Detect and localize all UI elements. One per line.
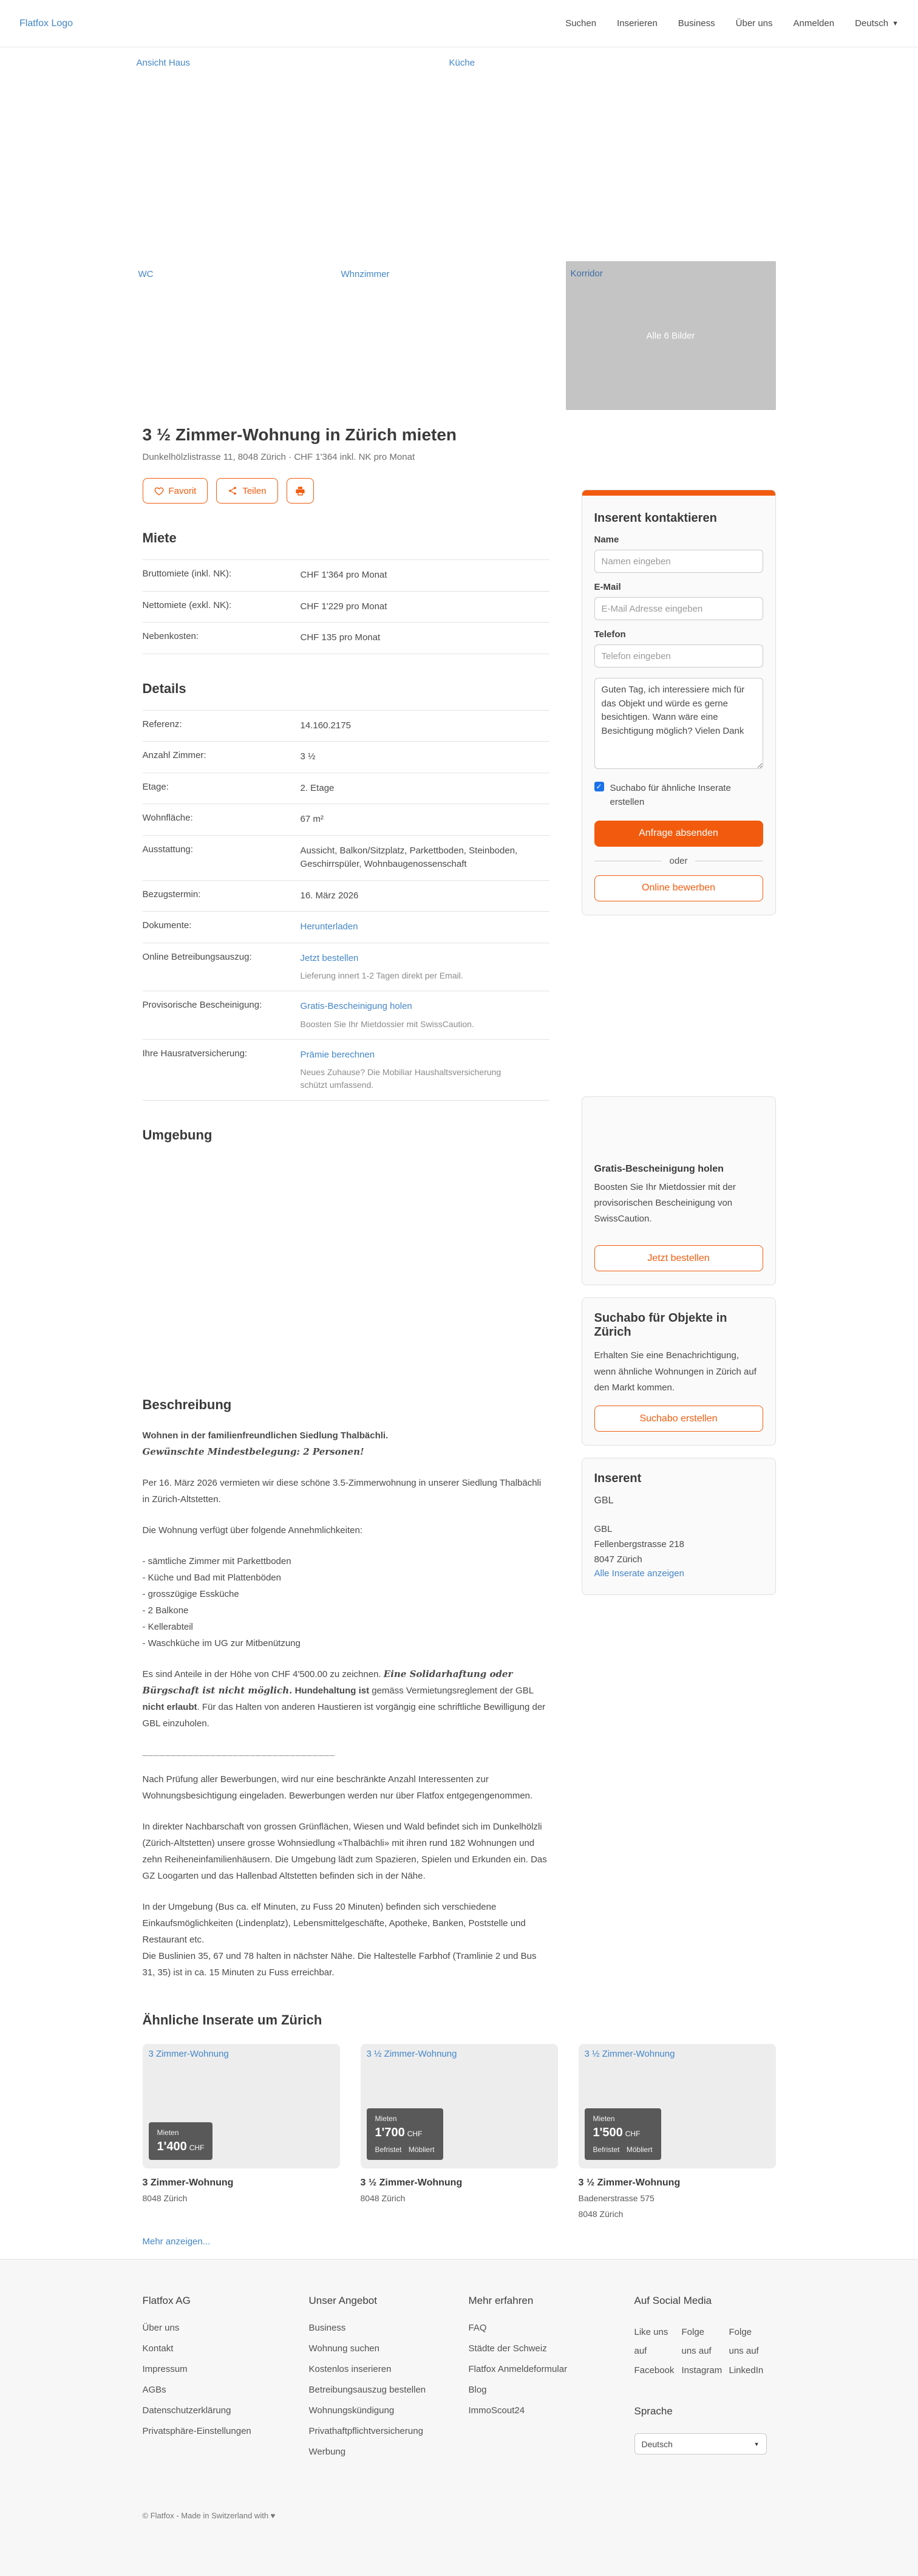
nav-suchen[interactable]: Suchen bbox=[565, 18, 597, 29]
price-badge: Mieten 1'400 CHF bbox=[149, 2122, 213, 2160]
row-value: 16. März 2026 bbox=[300, 890, 359, 901]
description-intro-bold: Wohnen in der familienfreundlichen Siedlung Thalbächli. bbox=[142, 1430, 389, 1441]
footer-col-title: Mehr erfahren bbox=[468, 2294, 534, 2306]
row-subtext: Lieferung innert 1-2 Tagen direkt per Email. bbox=[300, 971, 463, 980]
description-paragraph: Es sind Anteile in der Höhe von CHF 4'500.00 zu zeichnen. Eine Solidarhaftung oder Bürgschaft ist nicht möglich. Hundehaltung ist gemäss Vermietungsreglement der GBL nicht erlaubt. Für das Halten von anderen Haustieren ist vorgängig eine schriftliche Bewilligung der GBL einzuholen. bbox=[142, 1669, 546, 1729]
language-select[interactable] bbox=[634, 2433, 767, 2455]
email-field[interactable] bbox=[594, 597, 763, 620]
table-row bbox=[143, 592, 549, 623]
footer-link-faq[interactable]: FAQ bbox=[468, 2322, 487, 2333]
suchabo-checkbox-label: Suchabo für ähnliche Inserate erstellen bbox=[610, 783, 731, 808]
listing-card[interactable] bbox=[143, 2044, 340, 2221]
share-icon bbox=[228, 486, 237, 496]
flatfox-logo[interactable]: Flatfox Logo bbox=[19, 18, 73, 29]
nav-business[interactable]: Business bbox=[678, 18, 715, 29]
listing-card-alt-link[interactable]: 3 ½ Zimmer-Wohnung bbox=[584, 2049, 675, 2059]
listing-card-image bbox=[143, 2044, 340, 2168]
row-value: 14.160.2175 bbox=[300, 720, 351, 731]
name-field[interactable] bbox=[594, 550, 763, 573]
table-row bbox=[143, 711, 549, 742]
footer-link-wohnungskuendigung[interactable]: Wohnungskündigung bbox=[308, 2405, 395, 2416]
row-label: Ausstattung: bbox=[142, 844, 193, 855]
contact-card-accent-bar bbox=[582, 490, 775, 496]
teilen-button[interactable] bbox=[216, 478, 277, 504]
amenity-item: - grosszügige Essküche bbox=[142, 1589, 239, 1599]
footer-col-title: Unser Angebot bbox=[308, 2294, 377, 2306]
email-label: E-Mail bbox=[594, 582, 621, 592]
table-row bbox=[143, 912, 549, 943]
nav-anmelden[interactable]: Anmelden bbox=[793, 18, 835, 29]
teilen-label: Teilen bbox=[242, 485, 267, 496]
row-subtext: Neues Zuhause? Die Mobiliar Haushaltsversicherung schützt umfassend. bbox=[300, 1067, 501, 1090]
amenity-item: - Kellerabteil bbox=[142, 1622, 193, 1632]
footer-link-staedte[interactable]: Städte der Schweiz bbox=[468, 2343, 547, 2354]
instagram-link[interactable]: Folge uns auf Instagram bbox=[681, 2326, 722, 2376]
footer bbox=[0, 2259, 918, 2576]
gallery-photo-ansicht-haus[interactable]: Ansicht Haus bbox=[136, 58, 190, 68]
printer-icon bbox=[295, 486, 305, 496]
favorit-label: Favorit bbox=[168, 485, 197, 496]
badge-tags: Befristet Möbliert bbox=[593, 2145, 653, 2154]
row-label: Anzahl Zimmer: bbox=[142, 750, 206, 760]
print-button[interactable] bbox=[287, 478, 314, 504]
footer-link-kontakt[interactable]: Kontakt bbox=[142, 2343, 174, 2354]
language-dropdown[interactable] bbox=[855, 18, 899, 29]
footer-link-agbs[interactable]: AGBs bbox=[142, 2384, 166, 2395]
description-paragraph: Die Wohnung verfügt über folgende Annehmlichkeiten: bbox=[142, 1525, 362, 1536]
anfrage-absenden-button[interactable]: Anfrage absenden bbox=[594, 821, 763, 847]
contact-heading: Inserent kontaktieren bbox=[594, 511, 717, 525]
footer-link-privathaftpflicht[interactable]: Privathaftpflichtversicherung bbox=[308, 2425, 423, 2436]
checkbox-checked-icon[interactable]: ✓ bbox=[594, 782, 604, 791]
footer-col-unser-angebot bbox=[309, 2295, 469, 2467]
listing-card-address: 8048 Zürich bbox=[142, 2193, 188, 2203]
footer-link-privatsphaere[interactable]: Privatsphäre-Einstellungen bbox=[142, 2425, 251, 2436]
table-row bbox=[143, 1040, 549, 1101]
message-field[interactable] bbox=[594, 678, 763, 769]
listing-card-address: Badenerstrasse 575 bbox=[578, 2193, 654, 2203]
suchabo-card bbox=[582, 1297, 776, 1446]
footer-col-title: Auf Social Media bbox=[634, 2294, 712, 2306]
listing-card[interactable] bbox=[361, 2044, 558, 2221]
praemie-berechnen-link[interactable]: Prämie berechnen bbox=[300, 1049, 375, 1060]
language-selected-value: Deutsch bbox=[641, 2439, 673, 2449]
footer-col-flatfox-ag bbox=[143, 2295, 309, 2467]
footer-link-anmeldeformular[interactable]: Flatfox Anmeldeformular bbox=[468, 2363, 568, 2374]
amenity-item: - Küche und Bad mit Plattenböden bbox=[142, 1573, 281, 1583]
suchabo-text: Erhalten Sie eine Benachrichtigung, wenn ähnliche Wohnungen in Zürich auf den Markt kommen. bbox=[594, 1350, 756, 1393]
miete-table bbox=[143, 559, 549, 654]
all-photos-label: Alle 6 Bilder bbox=[646, 330, 695, 341]
amenity-item: - sämtliche Zimmer mit Parkettboden bbox=[142, 1556, 291, 1566]
favorit-button[interactable] bbox=[143, 478, 208, 504]
listing-card[interactable] bbox=[579, 2044, 776, 2221]
row-label: Etage: bbox=[142, 781, 169, 792]
description-paragraph: Nach Prüfung aller Bewerbungen, wird nur eine beschränkte Anzahl Interessenten zur Wohnungsbesichtigung eingeladen. Bewerbungen werden nur über Flatfox entgegengenommen. bbox=[142, 1774, 533, 1801]
social-links bbox=[634, 2323, 776, 2380]
description-paragraph bbox=[143, 1427, 549, 1460]
copyright-text: © Flatfox - Made in Switzerland with ♥ bbox=[142, 2510, 276, 2520]
footer-link-impressum[interactable]: Impressum bbox=[142, 2363, 188, 2374]
badge-tags: Befristet Möbliert bbox=[375, 2145, 435, 2154]
description-intro-italic: Gewünschte Mindestbelegung: 2 Personen! bbox=[142, 1446, 364, 1457]
row-label: Referenz: bbox=[142, 719, 182, 729]
row-label: Ihre Hausratversicherung: bbox=[142, 1048, 248, 1059]
listing-card-alt-link[interactable]: 3 Zimmer-Wohnung bbox=[148, 2049, 229, 2059]
price-badge: Mieten 1'700 CHF Befristet Möbliert bbox=[367, 2108, 443, 2160]
select-caret-icon: ▼ bbox=[753, 2441, 760, 2447]
footer-col-title: Flatfox AG bbox=[142, 2294, 191, 2306]
row-label: Dokumente: bbox=[142, 920, 192, 931]
main-nav bbox=[565, 18, 899, 29]
description-emphasis: Eine Solidarhaftung oder Bürgschaft ist nicht möglich. bbox=[142, 1669, 513, 1696]
sprache-label: Sprache bbox=[634, 2405, 673, 2417]
listing-card-title: 3 ½ Zimmer-Wohnung bbox=[578, 2178, 681, 2188]
footer-link-blog[interactable]: Blog bbox=[468, 2384, 487, 2395]
header bbox=[0, 0, 918, 47]
description-paragraph: Per 16. März 2026 vermieten wir diese schöne 3.5-Zimmerwohnung in unserer Siedlung Thalbächli in Zürich-Altstetten. bbox=[142, 1478, 542, 1505]
footer-link-werbung[interactable]: Werbung bbox=[308, 2446, 346, 2457]
description-paragraph: In der Umgebung (Bus ca. elf Minuten, zu Fuss 20 Minuten) befinden sich verschiedene Einkaufsmöglichkeiten (Lindenplatz), Lebensmittelgeschäfte, Apotheke, Banken, Poststelle und Restaurant etc. Die Buslinien 35, 67 und 78 halten in nächster Nähe. Die Haltestelle Farbhof (Tramlinie 2 und Bus 31, 35) ist in ca. 15 Minuten zu Fuss erreichbar. bbox=[142, 1902, 537, 1978]
inserent-address-line: Fellenbergstrasse 218 bbox=[594, 1539, 684, 1549]
details-table bbox=[143, 710, 549, 1101]
suchabo-title: Suchabo für Objekte in Zürich bbox=[594, 1311, 727, 1339]
table-row bbox=[143, 773, 549, 805]
row-label: Bruttomiete (inkl. NK): bbox=[142, 569, 232, 579]
footer-col-mehr-erfahren bbox=[469, 2295, 634, 2467]
swisscaution-card bbox=[582, 1096, 776, 1286]
inserent-address-line: 8047 Zürich bbox=[594, 1554, 642, 1565]
row-subtext: Boosten Sie Ihr Mietdossier mit SwissCaution. bbox=[300, 1019, 474, 1029]
similar-heading: Ähnliche Inserate um Zürich bbox=[142, 2012, 322, 2028]
beschreibung-section bbox=[143, 1397, 549, 1981]
umgebung-heading: Umgebung bbox=[142, 1127, 212, 1143]
listing-card-image bbox=[361, 2044, 558, 2168]
heart-icon bbox=[154, 487, 164, 496]
footer-link-wohnung-suchen[interactable]: Wohnung suchen bbox=[308, 2343, 379, 2354]
footer-link-immoscout24[interactable]: ImmoScout24 bbox=[468, 2405, 525, 2416]
suchabo-erstellen-button[interactable]: Suchabo erstellen bbox=[594, 1406, 763, 1432]
inserent-address-line: GBL bbox=[594, 1524, 613, 1534]
table-row bbox=[143, 804, 549, 836]
footer-link-business[interactable]: Business bbox=[308, 2322, 346, 2333]
gallery-photo-wc[interactable]: WC bbox=[138, 269, 154, 279]
listing-subtitle: Dunkelhölzlistrasse 11, 8048 Zürich · CHF 1'364 inkl. NK pro Monat bbox=[142, 452, 415, 462]
footer-link-betreibungsauszug[interactable]: Betreibungsauszug bestellen bbox=[308, 2384, 426, 2395]
footer-link-kostenlos-inserieren[interactable]: Kostenlos inserieren bbox=[308, 2363, 392, 2374]
umgebung-section bbox=[143, 1127, 549, 1370]
price-badge: Mieten 1'500 CHF Befristet Möbliert bbox=[585, 2108, 661, 2160]
swisscaution-title: Gratis-Bescheinigung holen bbox=[594, 1163, 724, 1174]
amenities-list bbox=[143, 1553, 549, 1652]
mehr-anzeigen-link[interactable]: Mehr anzeigen... bbox=[142, 2236, 211, 2247]
table-row bbox=[143, 881, 549, 912]
listing-card-title: 3 ½ Zimmer-Wohnung bbox=[360, 2178, 463, 2188]
listing-actions bbox=[143, 478, 549, 504]
similar-listings-section bbox=[143, 2012, 776, 2259]
row-label: Online Betreibungsauszug: bbox=[142, 951, 252, 962]
language-label: Deutsch bbox=[855, 18, 889, 29]
online-bewerben-button[interactable]: Online bewerben bbox=[594, 875, 763, 901]
footer-col-social bbox=[634, 2295, 776, 2467]
gallery-photo-korridor[interactable]: Korridor bbox=[570, 268, 603, 279]
listing-card-address: 8048 Zürich bbox=[360, 2193, 406, 2203]
photo-gallery bbox=[0, 47, 918, 412]
gallery-photo-kueche[interactable]: Küche bbox=[449, 58, 475, 68]
listing-card-alt-link[interactable]: 3 ½ Zimmer-Wohnung bbox=[366, 2049, 457, 2059]
chevron-down-icon: ▼ bbox=[892, 19, 899, 27]
name-label: Name bbox=[594, 535, 619, 545]
inserent-name: GBL bbox=[594, 1495, 614, 1506]
table-row bbox=[143, 943, 549, 992]
alle-inserate-link[interactable]: Alle Inserate anzeigen bbox=[594, 1568, 684, 1579]
swisscaution-text: Boosten Sie Ihr Mietdossier mit der provisorischen Bescheinigung von SwissCaution. bbox=[594, 1181, 736, 1224]
page-title: 3 ½ Zimmer-Wohnung in Zürich mieten bbox=[142, 425, 457, 444]
listing-card-address: 8048 Zürich bbox=[578, 2209, 624, 2219]
row-label: Bezugstermin: bbox=[142, 889, 201, 900]
listing-main bbox=[143, 412, 549, 1981]
footer-link-ueber-uns[interactable]: Über uns bbox=[142, 2322, 180, 2333]
details-heading: Details bbox=[142, 680, 186, 696]
row-label: Nebenkosten: bbox=[142, 631, 199, 641]
row-value: CHF 1'229 pro Monat bbox=[300, 601, 387, 612]
table-row bbox=[143, 560, 549, 592]
amenity-item: - 2 Balkone bbox=[142, 1605, 189, 1616]
details-section bbox=[143, 681, 549, 1101]
row-label: Nettomiete (exkl. NK): bbox=[142, 600, 232, 610]
inserent-card bbox=[582, 1458, 776, 1595]
facebook-link[interactable]: Like uns auf Facebook bbox=[634, 2326, 675, 2376]
jetzt-bestellen-button[interactable]: Jetzt bestellen bbox=[594, 1245, 763, 1271]
listing-card-image bbox=[579, 2044, 776, 2168]
listing-card-title: 3 Zimmer-Wohnung bbox=[142, 2178, 234, 2188]
map[interactable] bbox=[143, 1158, 549, 1370]
row-value: Aussicht, Balkon/Sitzplatz, Parkettboden, Steinboden, Geschirrspüler, Wohnbaugenossenschaft bbox=[300, 845, 518, 869]
row-value: CHF 135 pro Monat bbox=[300, 632, 381, 643]
all-photos-overlay[interactable] bbox=[566, 261, 776, 410]
row-value: 67 m² bbox=[300, 814, 324, 824]
row-label: Wohnfläche: bbox=[142, 813, 193, 823]
phone-label: Telefon bbox=[594, 629, 626, 640]
miete-heading: Miete bbox=[142, 530, 177, 545]
table-row bbox=[143, 991, 549, 1040]
gallery-photo-whnzimmer[interactable]: Whnzimmer bbox=[341, 269, 390, 279]
row-value: 2. Etage bbox=[300, 782, 335, 793]
row-value: CHF 1'364 pro Monat bbox=[300, 570, 387, 580]
dokumente-herunterladen-link[interactable]: Herunterladen bbox=[300, 921, 358, 932]
nav-ueber-uns[interactable]: Über uns bbox=[735, 18, 773, 29]
beschreibung-heading: Beschreibung bbox=[142, 1397, 232, 1412]
table-row bbox=[143, 623, 549, 654]
sidebar bbox=[582, 412, 776, 1981]
row-label: Provisorische Bescheinigung: bbox=[142, 1000, 262, 1010]
description-paragraph: In direkter Nachbarschaft von grossen Grünflächen, Wiesen und Wald befindet sich im Dunkelhölzli (Zürich-Altstetten) unsere grosse Wohnsiedlung «Thalbächli» mit ihren rund 182 Wohnungen und zehn Reiheneinfamilienhäusern. Die Umgebung lädt zum Spazieren, Spielen und Erkunden ein. Das GZ Loogarten und das Hallenbad Altstetten befinden sich in der Nähe. bbox=[142, 1822, 547, 1881]
oder-divider: oder bbox=[594, 856, 763, 866]
phone-field[interactable] bbox=[594, 644, 763, 668]
miete-section bbox=[143, 530, 549, 654]
betreibungsauszug-bestellen-link[interactable]: Jetzt bestellen bbox=[300, 952, 359, 963]
nav-inserieren[interactable]: Inserieren bbox=[617, 18, 658, 29]
text-divider: __________________________________ bbox=[142, 1746, 336, 1757]
inserent-heading: Inserent bbox=[594, 1472, 642, 1485]
row-value: 3 ½ bbox=[300, 751, 316, 762]
amenity-item: - Waschküche im UG zur Mitbenützung bbox=[142, 1638, 301, 1648]
table-row bbox=[143, 836, 549, 881]
linkedin-link[interactable]: Folge uns auf LinkedIn bbox=[729, 2326, 764, 2376]
bescheinigung-holen-link[interactable]: Gratis-Bescheinigung holen bbox=[300, 1001, 412, 1011]
suchabo-checkbox-row bbox=[594, 781, 763, 810]
table-row bbox=[143, 742, 549, 773]
footer-link-datenschutz[interactable]: Datenschutzerklärung bbox=[142, 2405, 231, 2416]
contact-card bbox=[582, 490, 776, 915]
inserent-address bbox=[594, 1522, 763, 1567]
